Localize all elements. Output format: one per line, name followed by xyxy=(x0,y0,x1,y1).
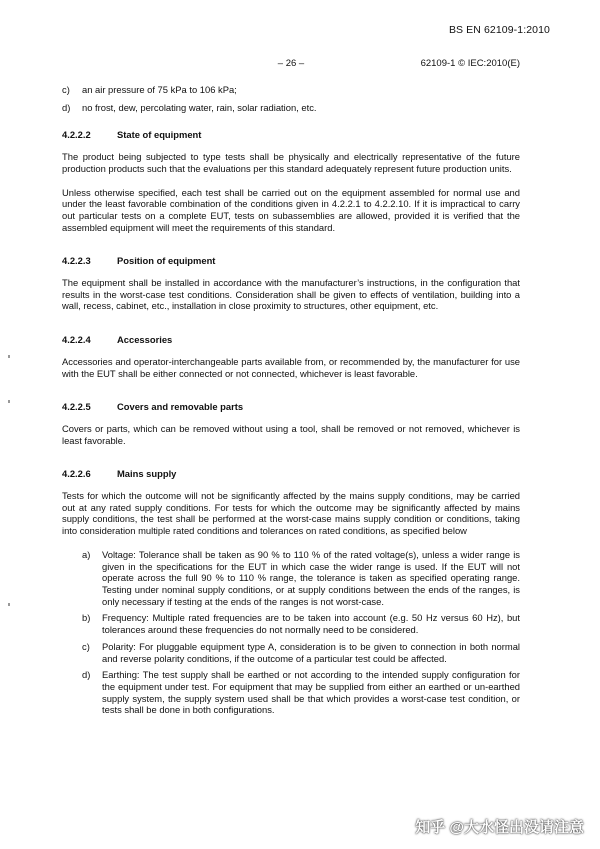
scan-speck xyxy=(8,355,10,358)
paragraph: The equipment shall be installed in accordance with the manufacturer’s instructions, in the configuration that results in the worst-case test conditions. Consideration shall be given to effects of ventilation, building into a wall, recess, cabinet, etc., installation in close proximity to structures, other equipment, etc. xyxy=(62,277,520,312)
list-item xyxy=(62,102,520,114)
standard-identifier: BS EN 62109-1:2010 xyxy=(448,24,550,36)
watermark: 知乎 @大水怪出没请注意 xyxy=(415,819,584,836)
list-marker: c) xyxy=(82,640,90,652)
list-text: no frost, dew, percolating water, rain, solar radiation, etc. xyxy=(82,101,317,113)
list-marker: d) xyxy=(62,101,71,113)
section-title: Accessories xyxy=(117,334,173,346)
list-item xyxy=(82,549,520,608)
list-marker: d) xyxy=(82,669,91,681)
list-text: Frequency: Multiple rated frequencies are to be taken into account (e.g. 50 Hz versus 60 Hz), but tolerances around these frequencies do not normally need to be considered. xyxy=(102,612,520,636)
list-text: Polarity: For pluggable equipment type A, consideration is to be given to connection in both normal and reverse polarity conditions, if the outcome of a particular test could be affected. xyxy=(102,640,520,664)
requirement-list xyxy=(82,549,520,716)
list-marker: c) xyxy=(62,84,70,95)
scan-speck xyxy=(8,603,10,606)
section-number: 4.2.2.5 xyxy=(62,401,91,413)
list-item xyxy=(82,612,520,635)
paragraph: Accessories and operator-interchangeable parts available from, or recommended by, the manufacturer for use with the EUT shall be either connected or not connected, whichever is least favorable. xyxy=(62,355,520,379)
paragraph: Covers or parts, which can be removed without using a tool, shall be removed or not removed, whichever is least favorable. xyxy=(62,422,520,446)
scan-speck xyxy=(8,400,10,403)
section-heading xyxy=(62,401,520,413)
section-number: 4.2.2.2 xyxy=(62,129,91,141)
document-body xyxy=(62,84,520,721)
section-heading xyxy=(62,129,520,141)
list-text: Earthing: The test supply shall be earthed or not according to the intended supply configuration for the equipment under test. For equipment that may be supplied from either an earthed or un-earthed supply system, the supply system used shall be that which provides a worst-case test condition, or tests shall be done in both configurations. xyxy=(102,669,520,716)
list-item xyxy=(82,669,520,716)
list-text: an air pressure of 75 kPa to 106 kPa; xyxy=(82,84,237,95)
section-number: 4.2.2.6 xyxy=(62,468,91,480)
list-item xyxy=(62,84,520,96)
paragraph: The product being subjected to type tests shall be physically and electrically representative of the future production products such that the evaluations per this standard adequately represent future production units. xyxy=(62,151,520,174)
list-item xyxy=(82,641,520,664)
list-marker: b) xyxy=(82,612,91,624)
section-title: Position of equipment xyxy=(117,255,216,267)
paragraph: Unless otherwise specified, each test shall be carried out on the equipment assembled for normal use and under the least favorable combination of the conditions given in 4.2.2.1 to 4.2.2.10. If it is impractical to carry out particular tests on a complete EUT, tests on subassemblies are allowed, provided it is verified that the assembled equipment will meet the requirements of this standard. xyxy=(62,186,520,233)
section-title: Mains supply xyxy=(117,468,177,480)
section-heading xyxy=(62,468,520,480)
section-heading xyxy=(62,334,520,346)
section-number: 4.2.2.3 xyxy=(62,255,91,267)
list-marker: a) xyxy=(82,548,91,560)
list-text: Voltage: Tolerance shall be taken as 90 % to 110 % of the rated voltage(s), unless a wider range is given in the specifications for the EUT in which case the wider range is used. If the EUT will not operate across the full 90 % to 110 % range, the tolerance is taken as specified operating range. Testing under nominal supply conditions, or at supply conditions between the ends of the ranges, is only necessary if testing at the ends of the ranges is not worst-case. xyxy=(102,548,520,607)
page-header xyxy=(62,58,520,72)
section-title: State of equipment xyxy=(117,129,202,141)
document-reference: 62109-1 © IEC:2010(E) xyxy=(420,58,520,69)
page-number: – 26 – xyxy=(277,58,305,69)
section-title: Covers and removable parts xyxy=(117,401,244,413)
section-heading xyxy=(62,255,520,267)
section-number: 4.2.2.4 xyxy=(62,334,91,346)
paragraph: Tests for which the outcome will not be significantly affected by the mains supply conditions, may be carried out at any rated supply conditions. For tests for which the outcome may be significantly affected by mains supply conditions, the test shall be performed at the worst-case mains supply condition or conditions, taking into consideration multiple rated conditions and tolerances on rated conditions, as specified below xyxy=(62,490,520,537)
